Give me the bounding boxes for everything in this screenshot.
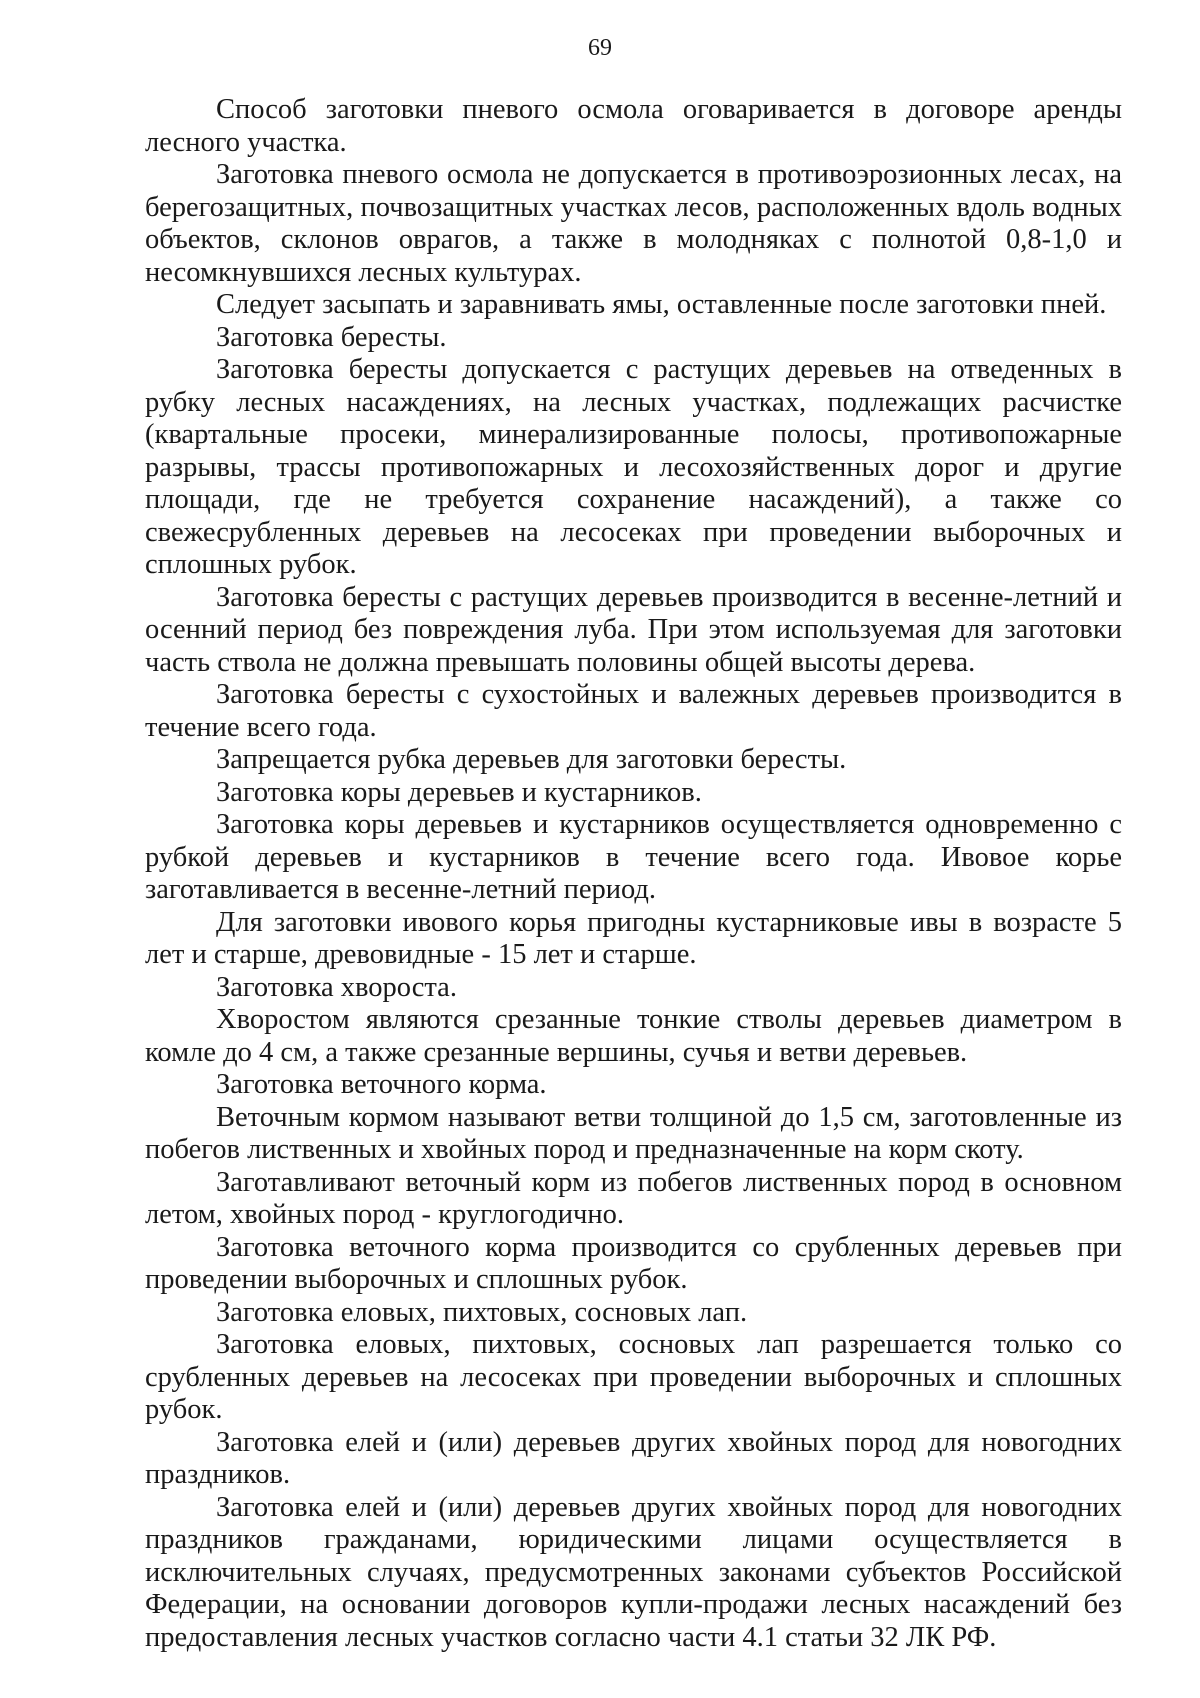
paragraph: Хворостом являются срезанные тонкие стволы деревьев диаметром в комле до 4 см, а также срезанные вершины, сучья и ветви деревьев. [145,1004,1122,1068]
section-heading: Заготовка еловых, пихтовых, сосновых лап. [216,1296,748,1328]
paragraph: Запрещается рубка деревьев для заготовки бересты. [216,744,847,775]
paragraph: Заготовка бересты с растущих деревьев производится в весенне-летний и осенний период без повреждения луба. При этом используемая для заготовки часть ствола не должна превышать половины общей высоты дерева. [145,581,1122,678]
paragraph: Следует засыпать и заравнивать ямы, оставленные после заготовки пней. [216,289,1107,320]
page-number: 69 [588,35,612,61]
paragraph: Для заготовки ивового корья пригодны кустарниковые ивы в возрасте 5 лет и старше, древовидные - 15 лет и старше. [145,906,1122,970]
section-heading: Заготовка хвороста. [216,971,457,1003]
section-heading: Заготовка елей и (или) деревьев других хвойных пород для новогодних праздников. [145,1426,1122,1490]
paragraph: Заготавливают веточный корм из побегов лиственных пород в основном летом, хвойных пород - круглогодично. [145,1166,1122,1230]
paragraph: Заготовка веточного корма производится со срубленных деревьев при проведении выборочных и сплошных рубок. [145,1231,1122,1295]
paragraph: Способ заготовки пневого осмола оговаривается в договоре аренды лесного участка. [145,94,1122,158]
paragraph: Заготовка еловых, пихтовых, сосновых лап разрешается только со срубленных деревьев на лесосеках при проведении выборочных и сплошных рубок. [145,1329,1122,1425]
section-heading: Заготовка веточного корма. [216,1069,547,1100]
paragraph: Заготовка бересты допускается с растущих деревьев на отведенных в рубку лесных насаждениях, на лесных участках, подлежащих расчистке (квартальные просеки, минерализированные полосы, противопожарные разрывы, трассы противопожарных и лесохозяйственных дорог и другие площади, где не требуется сохранение насаждений), а также со свежесрубленных деревьев на лесосеках при проведении выборочных и сплошных рубок. [145,354,1122,580]
paragraph: Заготовка елей и (или) деревьев других хвойных пород для новогодних праздников гражданами, юридическими лицами осуществляется в исключительных случаях, предусмотренных законами субъектов Российской Федерации, на основании договоров купли-продажи лесных насаждений без предоставления лесных участков согласно части 4.1 статьи 32 ЛК РФ. [145,1491,1122,1653]
paragraph: Заготовка коры деревьев и кустарников осуществляется одновременно с рубкой деревьев и кустарников в течение всего года. Ивовое корье заготавливается в весенне-летний период. [145,809,1122,905]
section-heading: Заготовка бересты. [216,321,447,353]
paragraph: Заготовка бересты с сухостойных и валежных деревьев производится в течение всего года. [145,679,1122,743]
document-body [145,94,1122,1654]
section-heading: Заготовка коры деревьев и кустарников. [216,776,702,808]
paragraph: Веточным кормом называют ветви толщиной до 1,5 см, заготовленные из побегов лиственных и хвойных пород и предназначенные на корм скоту. [145,1101,1122,1165]
paragraph: Заготовка пневого осмола не допускается в противоэрозионных лесах, на берегозащитных, почвозащитных участках лесов, расположенных вдоль водных объектов, склонов оврагов, а также в молодняках с полнотой 0,8-1,0 и несомкнувшихся лесных культурах. [145,159,1122,288]
